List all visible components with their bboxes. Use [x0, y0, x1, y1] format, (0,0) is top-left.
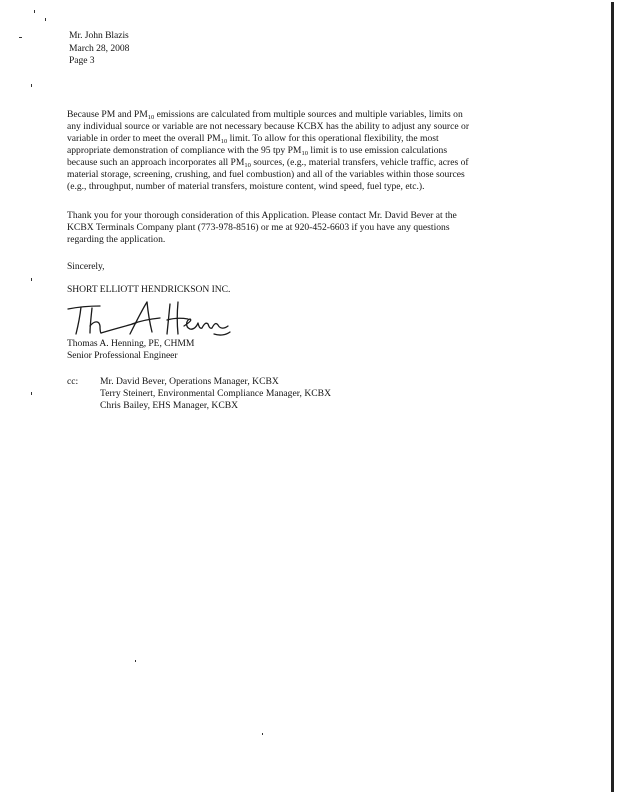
paragraph-line	[67, 145, 547, 157]
subscript: 10	[147, 114, 155, 121]
text-run: variable in order to meet the overall PM	[67, 133, 221, 144]
paragraph-line: material storage, screening, crushing, and fuel combustion) and all of the variables within those sources	[67, 169, 465, 180]
text-run: limit. To allow for this operational flexibility, the most	[227, 133, 439, 144]
paragraph-line: any individual source or variable are not necessary because KCBX has the ability to adjust any source or	[67, 121, 470, 132]
scan-speck	[135, 660, 136, 662]
signer-title: Senior Professional Engineer	[67, 350, 178, 361]
paragraph-line	[67, 109, 547, 121]
text-run: emissions are calculated from multiple sources and multiple variables, limits on	[154, 109, 463, 120]
paragraph-line	[67, 157, 547, 169]
letter-date: March 28, 2008	[69, 43, 130, 54]
scan-speck	[45, 18, 46, 21]
paragraph-line: (e.g., throughput, number of material transfers, moisture content, wind speed, fuel type, etc.).	[67, 181, 425, 192]
signer-name: Thomas A. Henning, PE, CHMM	[67, 338, 195, 349]
recipient-name: Mr. John Blazis	[69, 30, 129, 41]
text-run: sources, (e.g., material transfers, vehicle traffic, acres of	[250, 157, 469, 168]
paragraph-line: KCBX Terminals Company plant (773-978-8516) or me at 920-452-6603 if you have any questions	[67, 222, 450, 233]
text-run: appropriate demonstration of compliance with the 95 tpy PM	[67, 145, 302, 156]
paragraph-line: Thank you for your thorough consideration of this Application. Please contact Mr. David Bever at the	[67, 210, 457, 221]
text-run: because such an approach incorporates all PM	[67, 157, 245, 168]
paragraph-line: regarding the application.	[67, 234, 166, 245]
cc-recipient: Terry Steinert, Environmental Compliance Manager, KCBX	[100, 388, 331, 399]
handwritten-signature	[64, 296, 234, 340]
scan-speck	[262, 733, 263, 735]
scan-speck	[31, 278, 32, 281]
scan-speck	[19, 37, 22, 38]
salutation: Sincerely,	[67, 261, 105, 272]
scan-speck	[31, 84, 32, 87]
body-paragraph-2	[67, 210, 547, 246]
text-run: limit is to use emission calculations	[307, 145, 448, 156]
subscript: 10	[244, 162, 251, 169]
cc-label: cc:	[67, 376, 79, 387]
page-number: Page 3	[69, 55, 95, 66]
scan-speck	[31, 392, 32, 395]
subscript: 10	[301, 150, 308, 157]
text-run: Because PM and PM	[67, 109, 148, 120]
scan-speck	[34, 10, 35, 13]
body-paragraph-1	[67, 109, 547, 193]
cc-recipient: Mr. David Bever, Operations Manager, KCBX	[100, 376, 279, 387]
scan-edge-bar	[611, 2, 614, 792]
subscript: 10	[220, 138, 228, 145]
company-name: SHORT ELLIOTT HENDRICKSON INC.	[67, 284, 231, 295]
cc-recipient: Chris Bailey, EHS Manager, KCBX	[100, 400, 239, 411]
paragraph-line	[67, 133, 547, 145]
